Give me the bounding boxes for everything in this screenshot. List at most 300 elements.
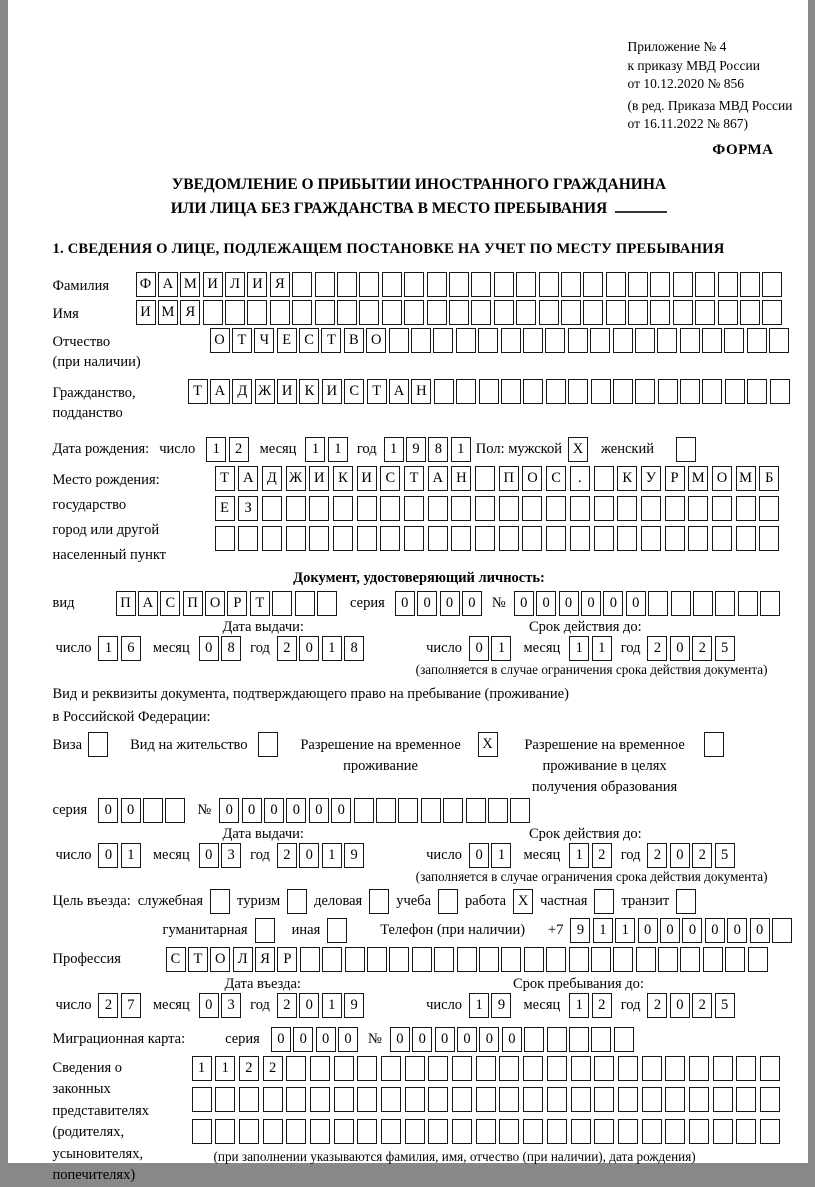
char-box[interactable] (300, 947, 320, 972)
char-box[interactable]: 2 (277, 993, 297, 1018)
char-box[interactable] (769, 328, 789, 353)
char-box[interactable]: 1 (569, 993, 589, 1018)
char-box[interactable] (547, 1119, 567, 1144)
char-box[interactable] (713, 1119, 733, 1144)
char-box[interactable] (680, 328, 700, 353)
char-box[interactable]: 8 (428, 437, 448, 462)
char-box[interactable] (688, 496, 708, 521)
char-box[interactable] (665, 1119, 685, 1144)
char-box[interactable] (658, 379, 678, 404)
char-box[interactable]: Т (321, 328, 341, 353)
char-box[interactable] (499, 526, 519, 551)
char-box[interactable] (337, 272, 357, 297)
char-box[interactable]: 0 (462, 591, 482, 616)
char-box[interactable] (571, 1056, 591, 1081)
char-box[interactable] (569, 947, 589, 972)
char-box[interactable] (263, 1119, 283, 1144)
char-box[interactable]: . (570, 466, 590, 491)
char-box[interactable]: П (116, 591, 136, 616)
char-box[interactable]: К (333, 466, 353, 491)
char-box[interactable]: Е (215, 496, 235, 521)
char-box[interactable] (310, 1119, 330, 1144)
char-box[interactable] (650, 300, 670, 325)
char-box[interactable]: С (344, 379, 364, 404)
char-box[interactable]: 0 (299, 843, 319, 868)
char-box[interactable]: 1 (569, 636, 589, 661)
char-box[interactable] (239, 1087, 259, 1112)
char-box[interactable]: А (428, 466, 448, 491)
char-box[interactable] (561, 272, 581, 297)
char-box[interactable] (270, 300, 290, 325)
char-box[interactable] (381, 1056, 401, 1081)
char-box[interactable] (411, 328, 431, 353)
char-box[interactable]: П (183, 591, 203, 616)
char-box[interactable]: Я (270, 272, 290, 297)
char-box[interactable] (738, 591, 758, 616)
char-box[interactable]: 2 (239, 1056, 259, 1081)
char-box[interactable]: Т (404, 466, 424, 491)
char-box[interactable] (636, 947, 656, 972)
char-box[interactable] (689, 1119, 709, 1144)
char-box[interactable] (760, 1119, 780, 1144)
char-box[interactable] (479, 379, 499, 404)
char-box[interactable]: 5 (715, 636, 735, 661)
char-box[interactable]: Л (225, 272, 245, 297)
char-box[interactable] (315, 300, 335, 325)
char-box[interactable]: В (344, 328, 364, 353)
char-box[interactable] (665, 526, 685, 551)
char-box[interactable] (770, 379, 790, 404)
char-box[interactable] (192, 1087, 212, 1112)
char-box[interactable] (614, 1027, 634, 1052)
char-box[interactable] (262, 526, 282, 551)
char-box[interactable] (671, 591, 691, 616)
char-box[interactable]: 0 (412, 1027, 432, 1052)
char-box[interactable] (583, 300, 603, 325)
char-box[interactable] (295, 591, 315, 616)
char-box[interactable] (452, 1119, 472, 1144)
char-box[interactable] (725, 379, 745, 404)
char-box[interactable] (673, 300, 693, 325)
char-box[interactable] (613, 379, 633, 404)
char-box[interactable] (617, 496, 637, 521)
char-box[interactable] (546, 947, 566, 972)
char-box[interactable] (433, 328, 453, 353)
char-box[interactable] (389, 328, 409, 353)
char-box[interactable] (322, 947, 342, 972)
char-box[interactable] (451, 526, 471, 551)
char-box[interactable] (494, 272, 514, 297)
char-box[interactable]: 0 (670, 843, 690, 868)
char-box[interactable]: О (712, 466, 732, 491)
char-box[interactable] (594, 526, 614, 551)
char-box[interactable] (405, 1056, 425, 1081)
char-box[interactable] (449, 300, 469, 325)
char-box[interactable]: 0 (338, 1027, 358, 1052)
char-box[interactable] (310, 1087, 330, 1112)
char-box[interactable]: 2 (277, 636, 297, 661)
char-box[interactable]: Т (232, 328, 252, 353)
char-box[interactable] (712, 496, 732, 521)
char-box[interactable] (333, 526, 353, 551)
char-box[interactable] (688, 526, 708, 551)
char-box[interactable] (405, 1119, 425, 1144)
char-box[interactable] (665, 1087, 685, 1112)
char-box[interactable]: С (160, 591, 180, 616)
char-box[interactable]: 9 (344, 843, 364, 868)
char-box[interactable]: Я (180, 300, 200, 325)
char-box[interactable] (760, 1087, 780, 1112)
char-box[interactable] (590, 328, 610, 353)
char-box[interactable] (471, 272, 491, 297)
char-box[interactable]: 1 (192, 1056, 212, 1081)
char-box[interactable]: 2 (263, 1056, 283, 1081)
char-box[interactable]: 0 (331, 798, 351, 823)
char-box[interactable]: 0 (457, 1027, 477, 1052)
char-box[interactable] (471, 300, 491, 325)
checkbox[interactable] (88, 732, 108, 757)
char-box[interactable]: 1 (451, 437, 471, 462)
char-box[interactable]: 0 (514, 591, 534, 616)
char-box[interactable]: 0 (309, 798, 329, 823)
char-box[interactable] (238, 526, 258, 551)
char-box[interactable] (762, 272, 782, 297)
char-box[interactable] (449, 272, 469, 297)
char-box[interactable]: 0 (469, 636, 489, 661)
char-box[interactable] (443, 798, 463, 823)
char-box[interactable] (382, 300, 402, 325)
char-box[interactable]: 8 (221, 636, 241, 661)
char-box[interactable]: И (136, 300, 156, 325)
char-box[interactable]: Н (451, 466, 471, 491)
char-box[interactable] (613, 947, 633, 972)
char-box[interactable] (428, 1087, 448, 1112)
char-box[interactable]: 1 (384, 437, 404, 462)
char-box[interactable]: А (238, 466, 258, 491)
char-box[interactable]: 0 (299, 993, 319, 1018)
char-box[interactable] (466, 798, 486, 823)
char-box[interactable] (546, 496, 566, 521)
char-box[interactable] (457, 947, 477, 972)
char-box[interactable]: 1 (322, 843, 342, 868)
char-box[interactable]: 0 (727, 918, 747, 943)
char-box[interactable]: 0 (316, 1027, 336, 1052)
char-box[interactable] (689, 1087, 709, 1112)
char-box[interactable] (571, 1087, 591, 1112)
char-box[interactable]: И (309, 466, 329, 491)
char-box[interactable] (421, 798, 441, 823)
char-box[interactable] (499, 496, 519, 521)
char-box[interactable] (478, 328, 498, 353)
char-box[interactable] (475, 526, 495, 551)
char-box[interactable]: 0 (199, 636, 219, 661)
char-box[interactable] (724, 328, 744, 353)
char-box[interactable] (334, 1087, 354, 1112)
char-box[interactable] (713, 1087, 733, 1112)
char-box[interactable] (310, 1056, 330, 1081)
char-box[interactable] (523, 328, 543, 353)
char-box[interactable]: 1 (469, 993, 489, 1018)
char-box[interactable] (359, 300, 379, 325)
char-box[interactable] (345, 947, 365, 972)
char-box[interactable] (215, 1087, 235, 1112)
char-box[interactable]: О (210, 947, 230, 972)
char-box[interactable]: 1 (305, 437, 325, 462)
char-box[interactable]: 0 (603, 591, 623, 616)
char-box[interactable]: Т (215, 466, 235, 491)
char-box[interactable] (476, 1087, 496, 1112)
char-box[interactable]: 1 (322, 636, 342, 661)
char-box[interactable] (523, 1119, 543, 1144)
char-box[interactable]: 0 (581, 591, 601, 616)
char-box[interactable]: 0 (199, 993, 219, 1018)
char-box[interactable] (561, 300, 581, 325)
char-box[interactable]: 3 (221, 993, 241, 1018)
char-box[interactable] (759, 496, 779, 521)
char-box[interactable] (712, 526, 732, 551)
checkbox[interactable]: X (478, 732, 498, 757)
char-box[interactable]: 0 (682, 918, 702, 943)
char-box[interactable] (736, 1056, 756, 1081)
char-box[interactable] (594, 1087, 614, 1112)
char-box[interactable] (286, 1087, 306, 1112)
char-box[interactable]: К (617, 466, 637, 491)
char-box[interactable]: Т (188, 947, 208, 972)
char-box[interactable] (618, 1119, 638, 1144)
char-box[interactable]: 2 (229, 437, 249, 462)
char-box[interactable] (333, 496, 353, 521)
char-box[interactable] (760, 1056, 780, 1081)
char-box[interactable] (641, 526, 661, 551)
char-box[interactable] (618, 1087, 638, 1112)
char-box[interactable] (547, 1087, 567, 1112)
char-box[interactable] (381, 1119, 401, 1144)
char-box[interactable] (357, 1087, 377, 1112)
char-box[interactable]: 9 (491, 993, 511, 1018)
char-box[interactable] (546, 379, 566, 404)
char-box[interactable] (479, 947, 499, 972)
char-box[interactable] (428, 1119, 448, 1144)
char-box[interactable]: Е (277, 328, 297, 353)
checkbox[interactable] (327, 918, 347, 943)
char-box[interactable]: О (205, 591, 225, 616)
char-box[interactable] (398, 798, 418, 823)
char-box[interactable]: 0 (293, 1027, 313, 1052)
char-box[interactable] (628, 272, 648, 297)
char-box[interactable] (143, 798, 163, 823)
char-box[interactable]: 9 (570, 918, 590, 943)
char-box[interactable] (380, 496, 400, 521)
char-box[interactable] (748, 947, 768, 972)
char-box[interactable] (309, 526, 329, 551)
char-box[interactable] (501, 379, 521, 404)
char-box[interactable] (516, 300, 536, 325)
char-box[interactable]: 0 (502, 1027, 522, 1052)
char-box[interactable]: М (736, 466, 756, 491)
char-box[interactable]: 2 (647, 636, 667, 661)
char-box[interactable]: 0 (121, 798, 141, 823)
checkbox[interactable]: X (568, 437, 588, 462)
char-box[interactable] (476, 1119, 496, 1144)
char-box[interactable]: 2 (692, 993, 712, 1018)
char-box[interactable] (337, 300, 357, 325)
char-box[interactable] (499, 1119, 519, 1144)
char-box[interactable] (665, 1056, 685, 1081)
char-box[interactable] (272, 591, 292, 616)
char-box[interactable]: М (180, 272, 200, 297)
checkbox[interactable] (594, 889, 614, 914)
char-box[interactable] (736, 1087, 756, 1112)
char-box[interactable]: Ж (255, 379, 275, 404)
char-box[interactable] (405, 1087, 425, 1112)
char-box[interactable]: 0 (242, 798, 262, 823)
char-box[interactable]: И (247, 272, 267, 297)
char-box[interactable]: 2 (592, 993, 612, 1018)
char-box[interactable] (693, 591, 713, 616)
char-box[interactable]: 0 (395, 591, 415, 616)
char-box[interactable]: О (366, 328, 386, 353)
char-box[interactable]: 0 (638, 918, 658, 943)
char-box[interactable] (389, 947, 409, 972)
char-box[interactable] (165, 798, 185, 823)
char-box[interactable] (412, 947, 432, 972)
char-box[interactable] (642, 1087, 662, 1112)
char-box[interactable] (488, 798, 508, 823)
char-box[interactable]: 1 (592, 636, 612, 661)
char-box[interactable] (583, 272, 603, 297)
char-box[interactable] (476, 1056, 496, 1081)
char-box[interactable]: А (158, 272, 178, 297)
char-box[interactable] (772, 918, 792, 943)
char-box[interactable] (635, 328, 655, 353)
char-box[interactable] (689, 1056, 709, 1081)
char-box[interactable] (434, 379, 454, 404)
char-box[interactable] (762, 300, 782, 325)
char-box[interactable] (225, 300, 245, 325)
char-box[interactable]: 1 (593, 918, 613, 943)
char-box[interactable]: З (238, 496, 258, 521)
char-box[interactable] (247, 300, 267, 325)
char-box[interactable] (547, 1056, 567, 1081)
char-box[interactable]: 0 (299, 636, 319, 661)
char-box[interactable] (539, 272, 559, 297)
char-box[interactable] (736, 526, 756, 551)
char-box[interactable] (594, 496, 614, 521)
char-box[interactable]: Т (367, 379, 387, 404)
char-box[interactable]: 2 (647, 993, 667, 1018)
char-box[interactable] (658, 947, 678, 972)
char-box[interactable] (594, 1119, 614, 1144)
char-box[interactable]: 1 (491, 843, 511, 868)
char-box[interactable] (736, 496, 756, 521)
char-box[interactable] (650, 272, 670, 297)
char-box[interactable] (357, 496, 377, 521)
char-box[interactable] (606, 300, 626, 325)
char-box[interactable] (334, 1119, 354, 1144)
char-box[interactable] (673, 272, 693, 297)
char-box[interactable]: С (380, 466, 400, 491)
char-box[interactable] (747, 328, 767, 353)
char-box[interactable]: 0 (219, 798, 239, 823)
char-box[interactable]: А (138, 591, 158, 616)
char-box[interactable] (286, 1119, 306, 1144)
char-box[interactable]: 0 (98, 798, 118, 823)
char-box[interactable] (613, 328, 633, 353)
char-box[interactable]: У (641, 466, 661, 491)
char-box[interactable] (695, 300, 715, 325)
char-box[interactable] (642, 1119, 662, 1144)
char-box[interactable] (524, 1027, 544, 1052)
char-box[interactable]: 5 (715, 843, 735, 868)
char-box[interactable]: 0 (435, 1027, 455, 1052)
char-box[interactable] (523, 379, 543, 404)
char-box[interactable] (618, 1056, 638, 1081)
char-box[interactable] (427, 272, 447, 297)
char-box[interactable] (641, 496, 661, 521)
char-box[interactable] (286, 1056, 306, 1081)
char-box[interactable] (510, 798, 530, 823)
checkbox[interactable] (255, 918, 275, 943)
char-box[interactable]: С (546, 466, 566, 491)
char-box[interactable] (456, 379, 476, 404)
char-box[interactable] (494, 300, 514, 325)
char-box[interactable] (703, 947, 723, 972)
char-box[interactable] (334, 1056, 354, 1081)
char-box[interactable] (192, 1119, 212, 1144)
char-box[interactable]: 1 (121, 843, 141, 868)
char-box[interactable]: Р (277, 947, 297, 972)
char-box[interactable] (657, 328, 677, 353)
char-box[interactable] (359, 272, 379, 297)
checkbox[interactable] (676, 437, 696, 462)
char-box[interactable]: Ж (286, 466, 306, 491)
char-box[interactable] (263, 1087, 283, 1112)
char-box[interactable] (648, 591, 668, 616)
char-box[interactable] (591, 1027, 611, 1052)
char-box[interactable]: 7 (121, 993, 141, 1018)
char-box[interactable] (357, 526, 377, 551)
char-box[interactable] (309, 496, 329, 521)
char-box[interactable] (262, 496, 282, 521)
char-box[interactable]: К (299, 379, 319, 404)
char-box[interactable] (286, 526, 306, 551)
char-box[interactable]: 0 (660, 918, 680, 943)
char-box[interactable] (239, 1119, 259, 1144)
char-box[interactable] (760, 591, 780, 616)
char-box[interactable] (499, 1087, 519, 1112)
char-box[interactable]: Б (759, 466, 779, 491)
char-box[interactable] (367, 947, 387, 972)
char-box[interactable] (292, 272, 312, 297)
char-box[interactable] (570, 496, 590, 521)
char-box[interactable] (568, 328, 588, 353)
char-box[interactable]: 1 (215, 1056, 235, 1081)
char-box[interactable] (404, 272, 424, 297)
checkbox[interactable] (676, 889, 696, 914)
char-box[interactable]: 0 (98, 843, 118, 868)
char-box[interactable]: 1 (98, 636, 118, 661)
char-box[interactable] (434, 947, 454, 972)
char-box[interactable]: 0 (705, 918, 725, 943)
char-box[interactable] (523, 1087, 543, 1112)
char-box[interactable]: Д (232, 379, 252, 404)
char-box[interactable]: 6 (121, 636, 141, 661)
char-box[interactable] (665, 496, 685, 521)
char-box[interactable] (475, 466, 495, 491)
char-box[interactable] (759, 526, 779, 551)
char-box[interactable]: 0 (286, 798, 306, 823)
char-box[interactable] (546, 526, 566, 551)
